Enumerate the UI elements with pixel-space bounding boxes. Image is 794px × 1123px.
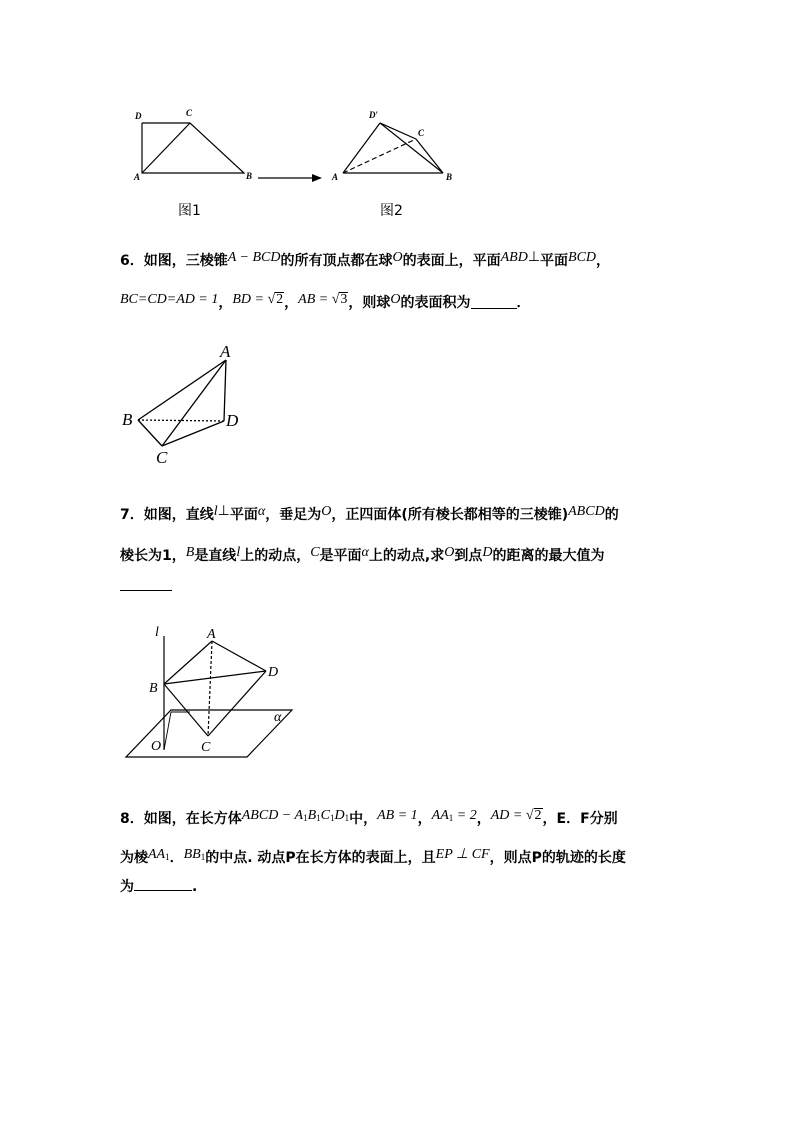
q7-fig-label-a: A [207, 627, 216, 642]
q6-line-1: 6．如图，三棱锥A − BCD的所有顶点都在球O的表面上，平面ABD⊥平面BCD， [120, 250, 611, 269]
q6-fig-label-b: B [122, 410, 133, 429]
q6-fig-label-c: C [156, 448, 168, 467]
q7-fig-label-b: B [149, 681, 158, 696]
q6-fig-label-a: A [220, 342, 231, 361]
q7-fig-label-alpha: α [274, 710, 282, 725]
q7-fig-label-o: O [151, 739, 162, 754]
fig1-label-d: D [135, 111, 142, 121]
q6-fig-label-d: D [226, 411, 239, 430]
q8-line-3: 为 . [120, 876, 197, 897]
q8-line-2: 为棱$AA_1$．$BB_1$的中点. 动点P在长方体的表面上，且EP ⊥ CF，则点P的轨迹的长度 [120, 847, 626, 866]
q7-line-1: 7．如图，直线l⊥平面α，垂足为O，正四面体(所有棱长都相等的三棱锥)ABCD的 [120, 504, 619, 523]
fig1-label-a: A [134, 172, 141, 182]
figure-1-caption: 图1 [178, 203, 201, 219]
fig1-label-b: B [246, 171, 253, 181]
fig2-label-a: A [332, 172, 339, 182]
q7-fig-label-c: C [201, 740, 211, 755]
figure-2-caption: 图2 [380, 203, 403, 219]
q7-fig-label-l: l [155, 625, 159, 640]
q7-line-2: 棱长为1，B是直线l上的动点，C是平面α上的动点,求O到点D的距离的最大值为 [120, 545, 605, 564]
fig2-label-c: C [418, 128, 425, 138]
fig2-label-dprime: D′ [369, 110, 379, 120]
q7-fig-label-d: D [268, 665, 279, 680]
q8-answer-blank [134, 876, 192, 891]
q6-line-2: BC=CD=AD = 1，BD = √2，AB = √3，则球O的表面积为 ． [120, 292, 531, 311]
fig2-label-b: B [446, 172, 453, 182]
fig1-label-c: C [186, 108, 193, 118]
q8-line-1: 8．如图，在长方体ABCD − $A_1B_1C_1D_1$中，AB = 1，$AA_1 = 2$，AD = √2，E．F分别 [120, 808, 618, 827]
